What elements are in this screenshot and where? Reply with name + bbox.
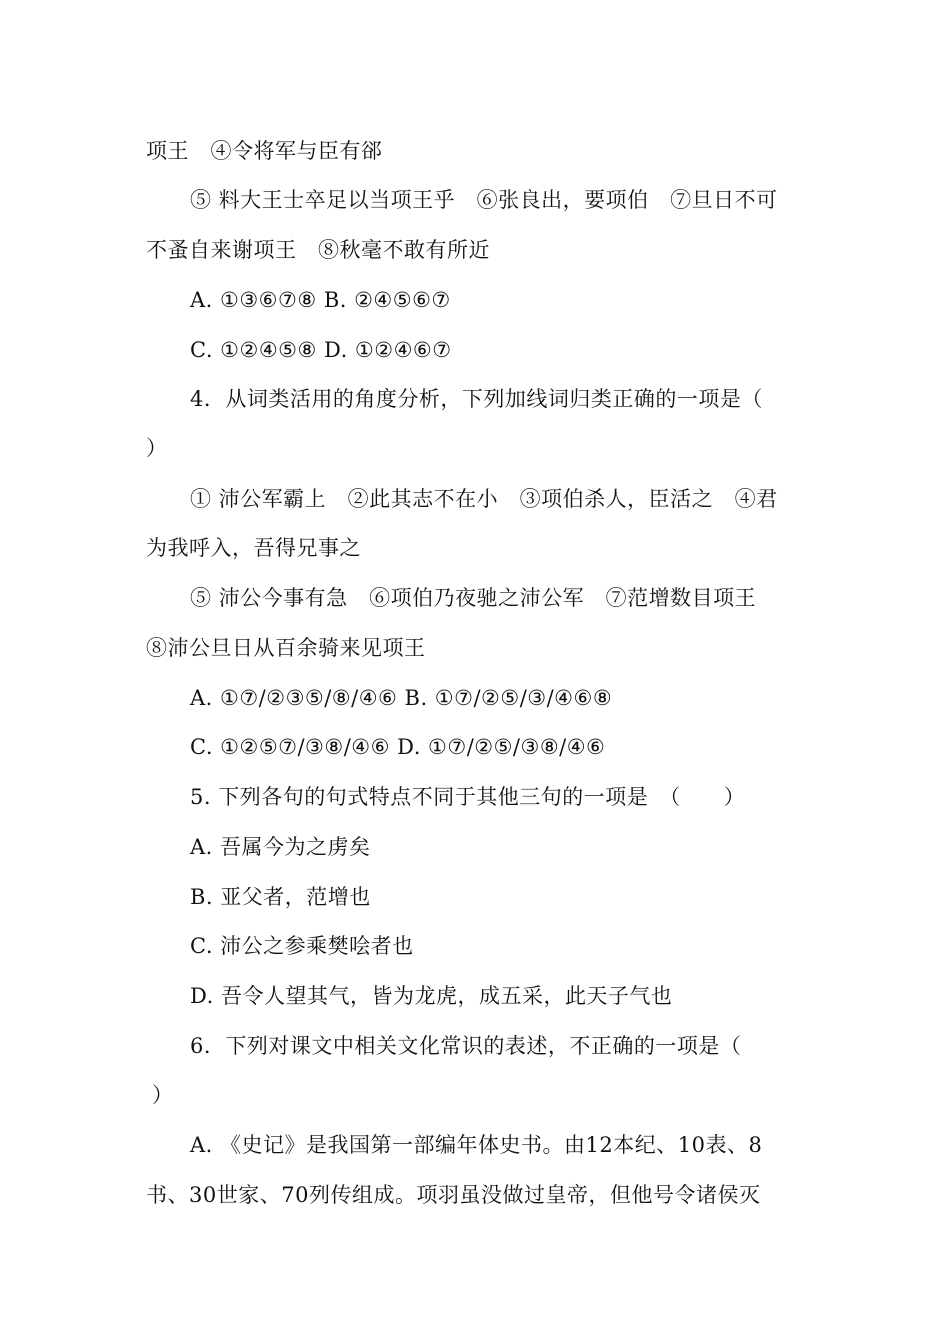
question-5-stem: 5. 下列各句的句式特点不同于其他三句的一项是 （ ）: [190, 785, 746, 809]
choice-line-c-d: C. ①②④⑤⑧ D. ①②④⑥⑦: [190, 338, 452, 362]
question-4-items-line-2: 为我呼入，吾得兄事之: [146, 536, 361, 560]
question-6-stem: 6．下列对课文中相关文化常识的表述，不正确的一项是（: [190, 1034, 742, 1058]
question-4-items-line-4: ⑧沛公旦日从百余骑来见项王: [146, 636, 426, 660]
question-4-choice-a-b: A. ①⑦/②③⑤/⑧/④⑥ B. ①⑦/②⑤/③/④⑥⑧: [190, 686, 613, 710]
text-line-1: 项王 ④令将军与臣有郤: [146, 139, 383, 163]
question-5-choice-d: D. 吾令人望其气，皆为龙虎，成五采，此天子气也: [190, 984, 673, 1008]
question-4-items-line-3: ⑤ 沛公今事有急 ⑥项伯乃夜驰之沛公军 ⑦范增数目项王: [190, 586, 757, 610]
question-4-bracket: ）: [146, 436, 168, 460]
question-4-items-line-1: ① 沛公军霸上 ②此其志不在小 ③项伯杀人，臣活之 ④君: [190, 487, 778, 511]
question-6-choice-a-line-2: 书、30世家、70列传组成。项羽虽没做过皇帝，但他号令诸侯灭: [146, 1183, 761, 1207]
text-line-2: ⑤ 料大王士卒足以当项王乎 ⑥张良出，要项伯 ⑦旦日不可: [190, 188, 778, 212]
question-5-choice-c: C. 沛公之参乘樊哙者也: [190, 934, 414, 958]
question-4-choice-c-d: C. ①②⑤⑦/③⑧/④⑥ D. ①⑦/②⑤/③⑧/④⑥: [190, 735, 606, 759]
text-line-3: 不蚤自来谢项王 ⑧秋毫不敢有所近: [146, 238, 490, 262]
choice-line-a-b: A. ①③⑥⑦⑧ B. ②④⑤⑥⑦: [190, 288, 451, 312]
question-5-choice-a: A. 吾属今为之虏矣: [190, 835, 371, 859]
question-6-choice-a-line-1: A. 《史记》是我国第一部编年体史书。由12本纪、10表、8: [190, 1133, 763, 1157]
question-5-choice-b: B. 亚父者，范增也: [190, 885, 371, 909]
question-4-stem: 4．从词类活用的角度分析，下列加线词归类正确的一项是（: [190, 387, 763, 411]
question-6-bracket: ）: [152, 1083, 174, 1107]
